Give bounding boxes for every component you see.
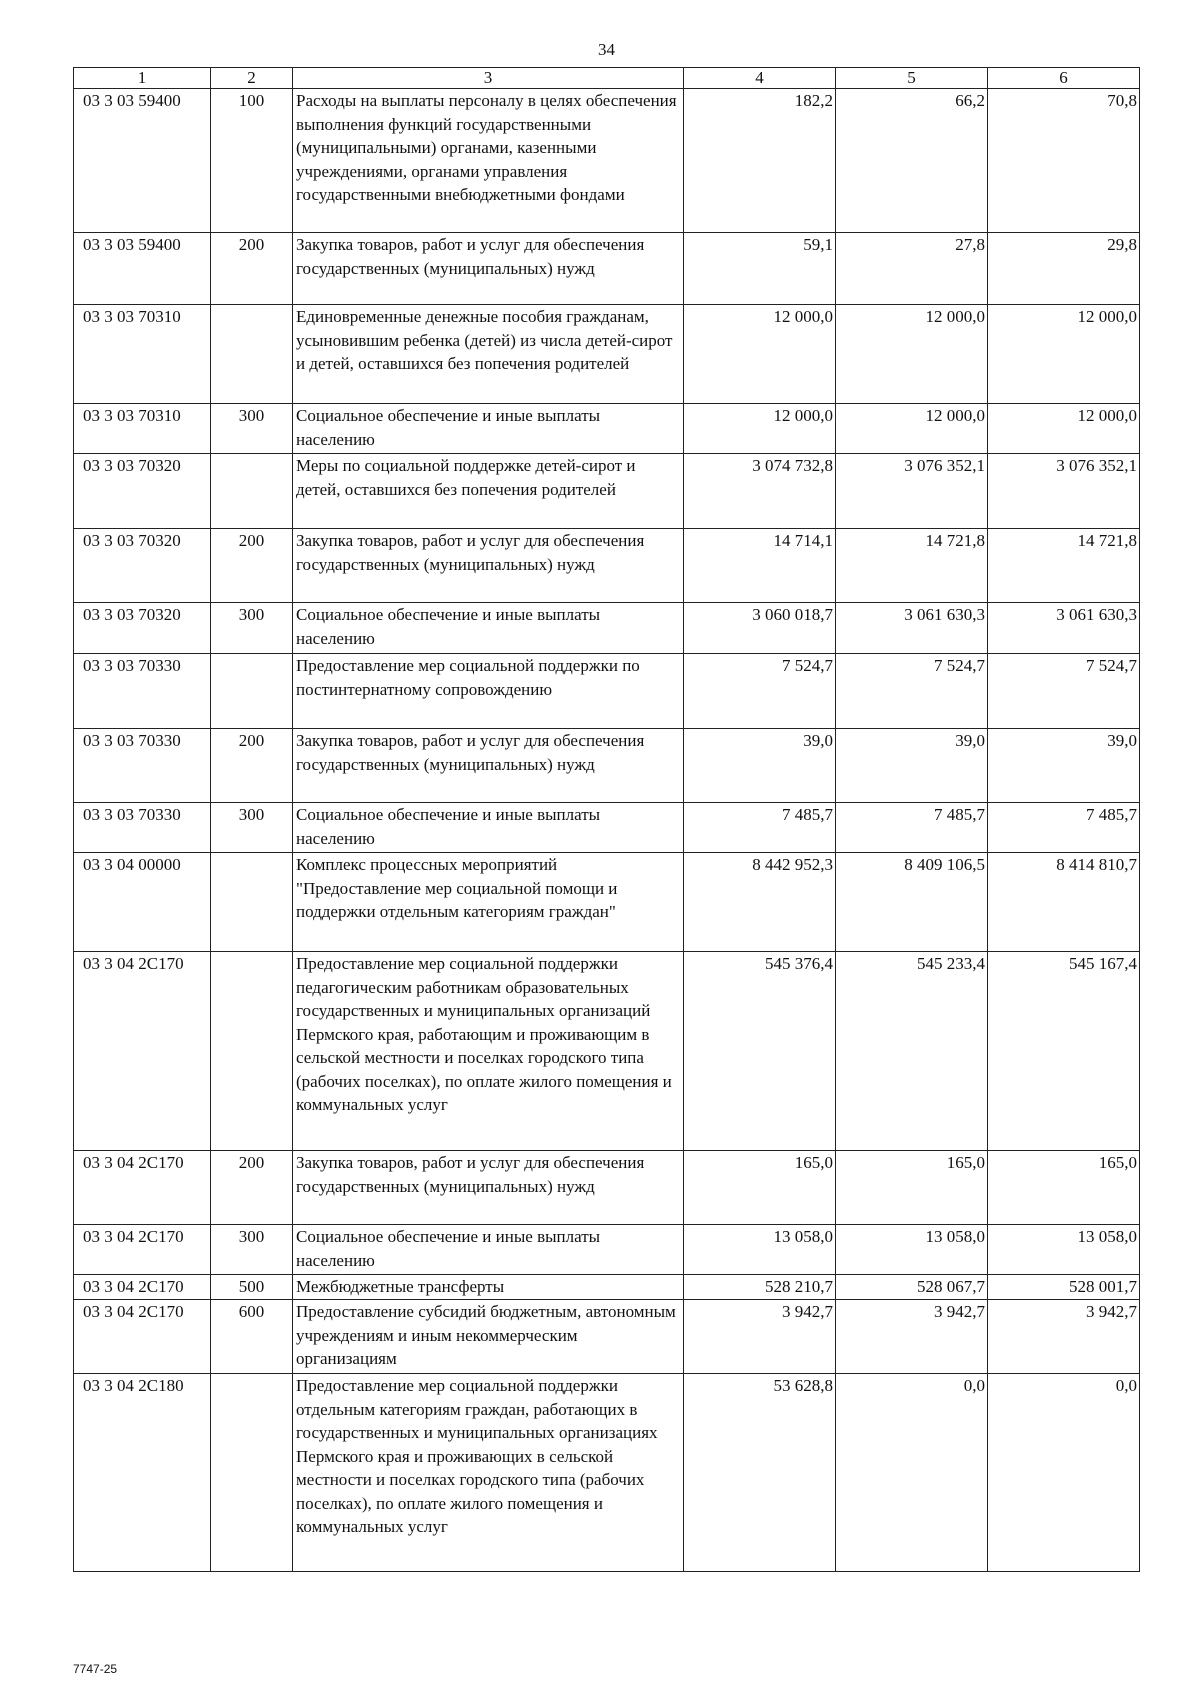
row-value-5: 7 524,7 — [836, 654, 988, 729]
row-code: 03 3 03 70320 — [74, 529, 211, 603]
row-value-4: 12 000,0 — [684, 404, 836, 454]
row-description: Предоставление субсидий бюджетным, автономным учреждениям и иным некоммерческим организациям — [293, 1300, 684, 1374]
row-value-5: 3 076 352,1 — [836, 454, 988, 529]
row-code: 03 3 03 59400 — [74, 89, 211, 233]
row-code: 03 3 04 2С170 — [74, 1151, 211, 1225]
row-value-5: 39,0 — [836, 729, 988, 803]
row-value-6: 3 942,7 — [988, 1300, 1140, 1374]
table-row — [74, 89, 1140, 233]
row-description: Закупка товаров, работ и услуг для обеспечения государственных (муниципальных) нужд — [293, 729, 684, 803]
row-code: 03 3 04 00000 — [74, 853, 211, 952]
row-expense-type: 300 — [211, 803, 293, 853]
row-description: Закупка товаров, работ и услуг для обеспечения государственных (муниципальных) нужд — [293, 529, 684, 603]
table-row — [74, 1275, 1140, 1300]
row-description: Социальное обеспечение и иные выплаты населению — [293, 1225, 684, 1275]
table-row — [74, 404, 1140, 454]
row-expense-type — [211, 654, 293, 729]
row-value-6: 528 001,7 — [988, 1275, 1140, 1300]
row-value-5: 165,0 — [836, 1151, 988, 1225]
row-code: 03 3 03 70330 — [74, 729, 211, 803]
column-header-4: 4 — [684, 68, 836, 89]
table-row — [74, 803, 1140, 853]
row-expense-type: 300 — [211, 1225, 293, 1275]
row-value-4: 59,1 — [684, 233, 836, 305]
row-code: 03 3 03 70330 — [74, 803, 211, 853]
row-code: 03 3 03 70310 — [74, 404, 211, 454]
row-code: 03 3 03 70320 — [74, 454, 211, 529]
row-value-6: 8 414 810,7 — [988, 853, 1140, 952]
row-value-6: 14 721,8 — [988, 529, 1140, 603]
row-value-6: 3 076 352,1 — [988, 454, 1140, 529]
table-row — [74, 233, 1140, 305]
table-row — [74, 603, 1140, 654]
row-value-6: 165,0 — [988, 1151, 1140, 1225]
row-code: 03 3 04 2С180 — [74, 1374, 211, 1572]
row-value-5: 3 061 630,3 — [836, 603, 988, 654]
row-code: 03 3 04 2С170 — [74, 1225, 211, 1275]
row-value-5: 3 942,7 — [836, 1300, 988, 1374]
column-header-1: 1 — [74, 68, 211, 89]
row-description: Предоставление мер социальной поддержки педагогическим работникам образовательных государственных и муниципальных организаций Пермского края, работающим и проживающим в сельской местности и поселках городского типа (рабочих поселках), по оплате жилого помещения и коммунальных услуг — [293, 952, 684, 1151]
table-row — [74, 729, 1140, 803]
row-code: 03 3 04 2С170 — [74, 1300, 211, 1374]
table-row — [74, 529, 1140, 603]
row-expense-type — [211, 1374, 293, 1572]
row-value-6: 7 524,7 — [988, 654, 1140, 729]
row-value-6: 545 167,4 — [988, 952, 1140, 1151]
row-value-6: 12 000,0 — [988, 305, 1140, 404]
column-header-6: 6 — [988, 68, 1140, 89]
row-value-4: 3 074 732,8 — [684, 454, 836, 529]
row-value-4: 8 442 952,3 — [684, 853, 836, 952]
row-description: Социальное обеспечение и иные выплаты населению — [293, 404, 684, 454]
row-description: Социальное обеспечение и иные выплаты населению — [293, 803, 684, 853]
row-value-4: 14 714,1 — [684, 529, 836, 603]
table-row — [74, 654, 1140, 729]
row-expense-type: 100 — [211, 89, 293, 233]
row-value-5: 528 067,7 — [836, 1275, 988, 1300]
row-value-5: 27,8 — [836, 233, 988, 305]
row-value-4: 7 524,7 — [684, 654, 836, 729]
row-value-6: 13 058,0 — [988, 1225, 1140, 1275]
row-description: Предоставление мер социальной поддержки отдельным категориям граждан, работающих в государственных и муниципальных организациях Пермского края и проживающих в сельской местности и поселках городского типа (рабочих поселках), по оплате жилого помещения и коммунальных услуг — [293, 1374, 684, 1572]
table-header-row — [74, 68, 1140, 89]
table-row — [74, 853, 1140, 952]
row-expense-type: 200 — [211, 529, 293, 603]
row-expense-type: 200 — [211, 729, 293, 803]
row-value-4: 3 942,7 — [684, 1300, 836, 1374]
row-value-6: 12 000,0 — [988, 404, 1140, 454]
row-value-4: 3 060 018,7 — [684, 603, 836, 654]
column-header-3: 3 — [293, 68, 684, 89]
row-value-5: 12 000,0 — [836, 404, 988, 454]
row-expense-type: 200 — [211, 1151, 293, 1225]
row-value-5: 8 409 106,5 — [836, 853, 988, 952]
row-code: 03 3 03 70320 — [74, 603, 211, 654]
row-value-4: 53 628,8 — [684, 1374, 836, 1572]
row-value-5: 13 058,0 — [836, 1225, 988, 1275]
row-expense-type — [211, 454, 293, 529]
row-value-4: 165,0 — [684, 1151, 836, 1225]
row-value-4: 7 485,7 — [684, 803, 836, 853]
row-description: Предоставление мер социальной поддержки по постинтернатному сопровождению — [293, 654, 684, 729]
row-value-5: 14 721,8 — [836, 529, 988, 603]
row-code: 03 3 03 70330 — [74, 654, 211, 729]
row-description: Расходы на выплаты персоналу в целях обеспечения выполнения функций государственными (муниципальными) органами, казенными учреждениями, органами управления государственными внебюджетными фондами — [293, 89, 684, 233]
row-value-6: 39,0 — [988, 729, 1140, 803]
row-expense-type: 200 — [211, 233, 293, 305]
table-row — [74, 1225, 1140, 1275]
document-id: 7747-25 — [73, 1662, 118, 1676]
row-value-6: 29,8 — [988, 233, 1140, 305]
row-value-6: 7 485,7 — [988, 803, 1140, 853]
row-description: Меры по социальной поддержке детей-сирот и детей, оставшихся без попечения родителей — [293, 454, 684, 529]
row-value-5: 66,2 — [836, 89, 988, 233]
row-expense-type: 300 — [211, 404, 293, 454]
row-expense-type: 500 — [211, 1275, 293, 1300]
row-expense-type: 600 — [211, 1300, 293, 1374]
row-value-5: 545 233,4 — [836, 952, 988, 1151]
row-value-4: 12 000,0 — [684, 305, 836, 404]
row-code: 03 3 04 2С170 — [74, 1275, 211, 1300]
row-code: 03 3 03 70310 — [74, 305, 211, 404]
row-value-6: 3 061 630,3 — [988, 603, 1140, 654]
table-row — [74, 305, 1140, 404]
row-expense-type: 300 — [211, 603, 293, 654]
table-row — [74, 1151, 1140, 1225]
row-value-4: 528 210,7 — [684, 1275, 836, 1300]
table-row — [74, 1374, 1140, 1572]
row-description: Единовременные денежные пособия гражданам, усыновившим ребенка (детей) из числа детей-сирот и детей, оставшихся без попечения родителей — [293, 305, 684, 404]
table-row — [74, 454, 1140, 529]
row-value-4: 182,2 — [684, 89, 836, 233]
budget-table — [73, 67, 1140, 1572]
row-value-5: 7 485,7 — [836, 803, 988, 853]
table-row — [74, 952, 1140, 1151]
row-code: 03 3 03 59400 — [74, 233, 211, 305]
row-description: Закупка товаров, работ и услуг для обеспечения государственных (муниципальных) нужд — [293, 233, 684, 305]
column-header-2: 2 — [211, 68, 293, 89]
row-expense-type — [211, 853, 293, 952]
row-value-5: 0,0 — [836, 1374, 988, 1572]
row-description: Межбюджетные трансферты — [293, 1275, 684, 1300]
row-expense-type — [211, 952, 293, 1151]
row-description: Закупка товаров, работ и услуг для обеспечения государственных (муниципальных) нужд — [293, 1151, 684, 1225]
row-value-6: 0,0 — [988, 1374, 1140, 1572]
row-value-4: 13 058,0 — [684, 1225, 836, 1275]
row-code: 03 3 04 2С170 — [74, 952, 211, 1151]
row-description: Комплекс процессных мероприятий "Предоставление мер социальной помощи и поддержки отдельным категориям граждан" — [293, 853, 684, 952]
row-value-4: 39,0 — [684, 729, 836, 803]
row-value-5: 12 000,0 — [836, 305, 988, 404]
row-value-6: 70,8 — [988, 89, 1140, 233]
page-number: 34 — [598, 40, 615, 59]
table-row — [74, 1300, 1140, 1374]
row-description: Социальное обеспечение и иные выплаты населению — [293, 603, 684, 654]
row-expense-type — [211, 305, 293, 404]
row-value-4: 545 376,4 — [684, 952, 836, 1151]
column-header-5: 5 — [836, 68, 988, 89]
